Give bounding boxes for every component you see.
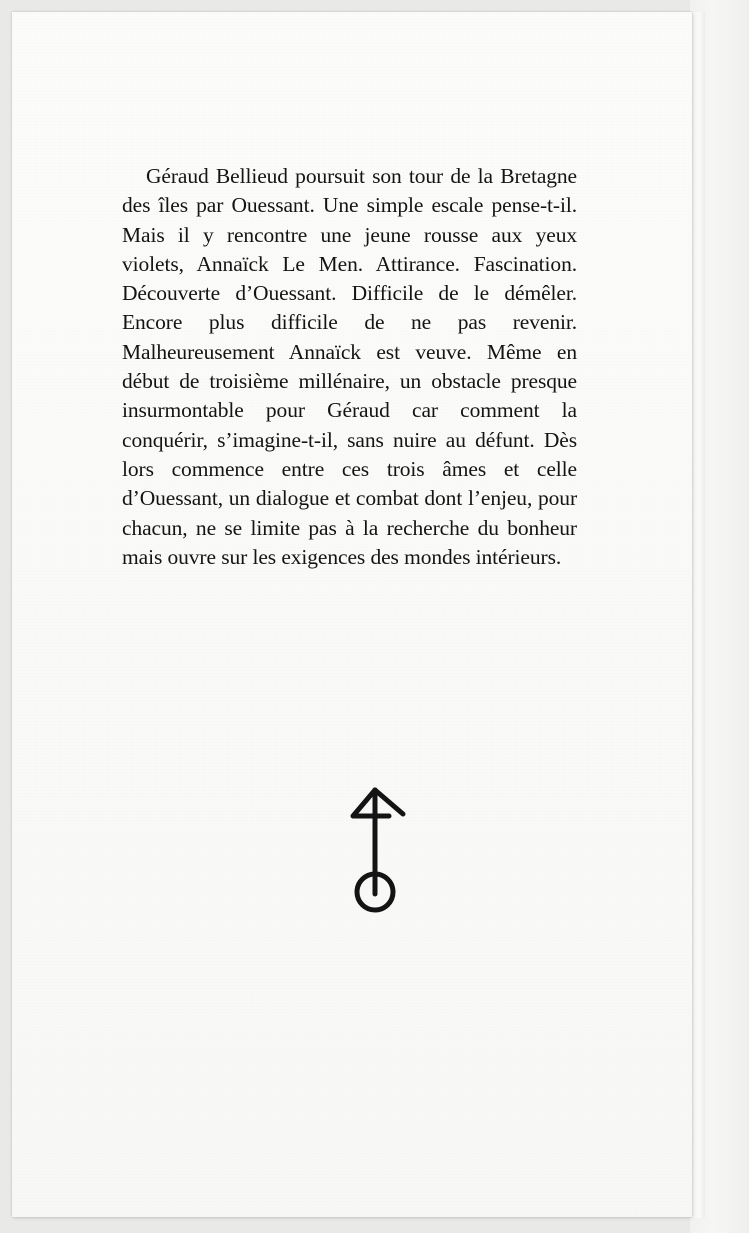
arrow-circle-emblem-icon: [337, 782, 417, 922]
page-edge: [690, 12, 705, 1218]
back-cover: [12, 12, 692, 1217]
blurb-text: Géraud Bellieud poursuit son tour de la Bretagne des îles par Ouessant. Une simple escale pense-t-il. Mais il y rencontre une jeune rousse aux yeux violets, Annaïck Le Men. Attirance. Fascination. Découverte d’Ouessant. Difficile de le démêler. Encore plus difficile de ne pas revenir. Malheureusement Annaïck est veuve. Même en début de troisième millénaire, un obstacle presque insurmontable pour Géraud car comment la conquérir, s’imagine-t-il, sans nuire au défunt. Dès lors commence entre ces trois âmes et celle d’Ouessant, un dialogue et combat dont l’enjeu, pour chacun, ne se limite pas à la recherche du bonheur mais ouvre sur les exigences des mondes intérieurs.: [122, 164, 577, 569]
